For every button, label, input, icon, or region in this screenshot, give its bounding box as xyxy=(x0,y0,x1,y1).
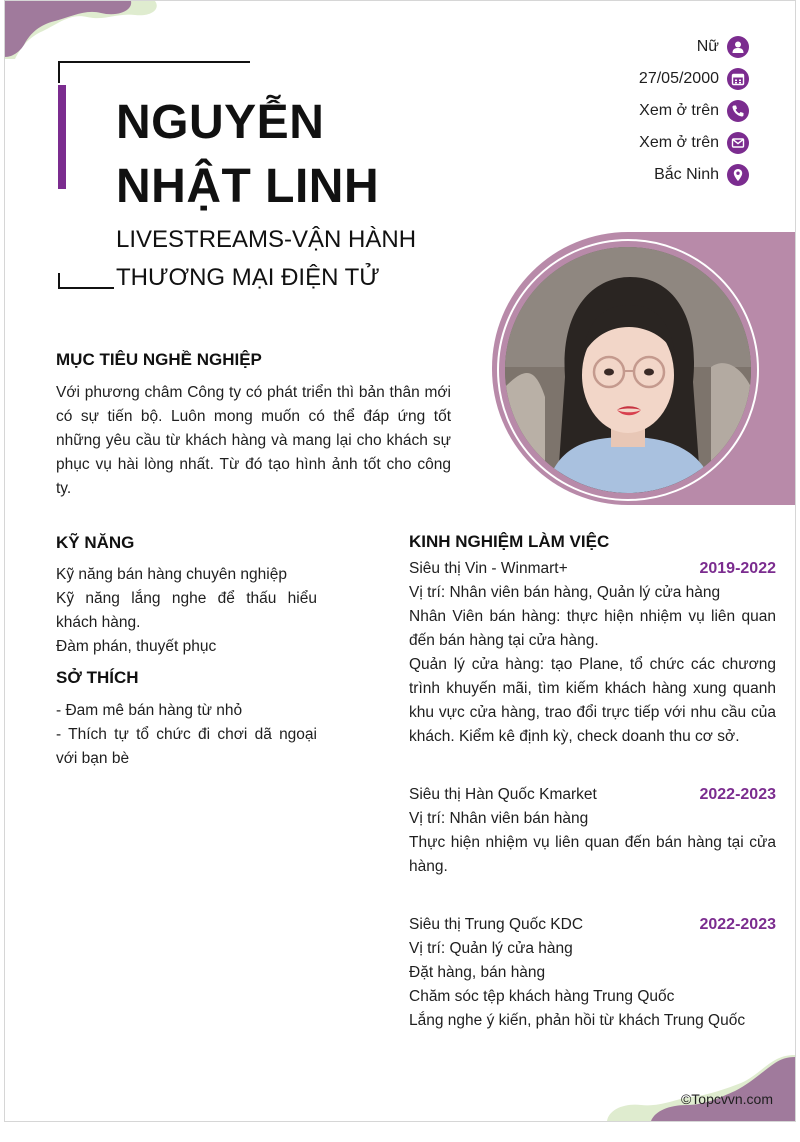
cv-page xyxy=(4,0,796,1122)
job-period: 2022-2023 xyxy=(699,916,776,933)
name-frame-top-line xyxy=(58,61,250,63)
skills-list xyxy=(56,563,317,659)
envelope-icon xyxy=(727,132,749,154)
job-header xyxy=(409,913,776,937)
hobby-item: - Thích tự tổ chức đi chơi dã ngoại với bạn bè xyxy=(56,726,317,767)
objective-heading: MỤC TIÊU NGHỀ NGHIỆP xyxy=(56,350,262,369)
job-detail: Vị trí: Nhân viên bán hàng, Quản lý cửa hàng xyxy=(409,584,721,601)
name-frame-accent-bar xyxy=(58,85,66,189)
calendar-icon xyxy=(727,68,749,90)
job-detail: Vị trí: Nhân viên bán hàng xyxy=(409,810,589,827)
hobbies-heading: SỞ THÍCH xyxy=(56,668,139,687)
contact-email xyxy=(449,127,749,159)
footer-copyright: ©Topcvvn.com xyxy=(680,1091,773,1107)
decorative-blob-bottom-right xyxy=(605,1055,795,1121)
contact-list xyxy=(449,31,749,191)
job-company: Siêu thị Trung Quốc KDC xyxy=(409,916,584,933)
contact-address xyxy=(449,159,749,191)
job-header xyxy=(409,783,776,807)
job-detail: Vị trí: Quản lý cửa hàng xyxy=(409,940,573,957)
experience-heading: KINH NGHIỆM LÀM VIỆC xyxy=(409,532,610,551)
job-detail: Nhân Viên bán hàng: thực hiện nhiệm vụ liên quan đến bán hàng tại cửa hàng. xyxy=(409,608,776,649)
full-name: NGUYỄN NHẬT LINH xyxy=(116,96,380,213)
job-detail: Lắng nghe ý kiến, phản hồi từ khách Trung Quốc xyxy=(409,1012,746,1029)
decorative-blob-top-left xyxy=(5,1,175,61)
job-detail: Quản lý cửa hàng: tạo Plane, tổ chức các chương trình khuyến mãi, tìm kiếm khách hàng xung quanh khu vực cửa hàng, trao đổi trực tiếp với nhu cầu của khách. Kiểm kê định kỳ, check doanh thu cơ sở. xyxy=(409,656,776,745)
name-frame-left-line xyxy=(58,61,60,83)
job-company: Siêu thị Hàn Quốc Kmarket xyxy=(409,786,597,803)
job-entry xyxy=(409,557,776,749)
job-header xyxy=(409,557,776,581)
skill-item: Đàm phán, thuyết phục xyxy=(56,638,217,655)
job-company: Siêu thị Vin - Winmart+ xyxy=(409,560,568,577)
contact-phone-text: Xem ở trên xyxy=(639,102,719,119)
contact-gender xyxy=(449,31,749,63)
job-detail: Đặt hàng, bán hàng xyxy=(409,964,546,981)
job-period: 2019-2022 xyxy=(699,560,776,577)
contact-phone xyxy=(449,95,749,127)
skills-heading: KỸ NĂNG xyxy=(56,533,135,552)
contact-gender-text: Nữ xyxy=(696,38,719,55)
name-frame-bottom-line xyxy=(58,287,114,289)
job-entry xyxy=(409,913,776,1033)
job-detail: Thực hiện nhiệm vụ liên quan đến bán hàng tại cửa hàng. xyxy=(409,834,776,875)
location-pin-icon xyxy=(727,164,749,186)
user-icon xyxy=(727,36,749,58)
job-entry xyxy=(409,783,776,879)
skill-item: Kỹ năng bán hàng chuyên nghiệp xyxy=(56,566,287,583)
job-title: LIVESTREAMS-VẬN HÀNH THƯƠNG MẠI ĐIỆN TỬ xyxy=(116,226,417,291)
contact-birthday-text: 27/05/2000 xyxy=(638,70,719,87)
objective-text: Với phương châm Công ty có phát triển thì bản thân mới có sự tiến bộ. Luôn mong muốn có thể đáp ứng tốt những yêu cầu từ khách hàng và mang lại cho khách sự phục vụ hài lòng nhất. Từ đó tạo hình ảnh tốt cho công ty. xyxy=(56,384,451,497)
contact-address-text: Bắc Ninh xyxy=(654,166,719,183)
contact-birthday xyxy=(449,63,749,95)
phone-icon xyxy=(727,100,749,122)
job-detail: Chăm sóc tệp khách hàng Trung Quốc xyxy=(409,988,675,1005)
skill-item: Kỹ năng lắng nghe để thấu hiểu khách hàng. xyxy=(56,590,317,631)
job-period: 2022-2023 xyxy=(699,786,776,803)
contact-email-text: Xem ở trên xyxy=(639,134,719,151)
hobby-item: - Đam mê bán hàng từ nhỏ xyxy=(56,702,243,719)
hobbies-list xyxy=(56,699,317,771)
avatar-photo xyxy=(505,247,751,493)
